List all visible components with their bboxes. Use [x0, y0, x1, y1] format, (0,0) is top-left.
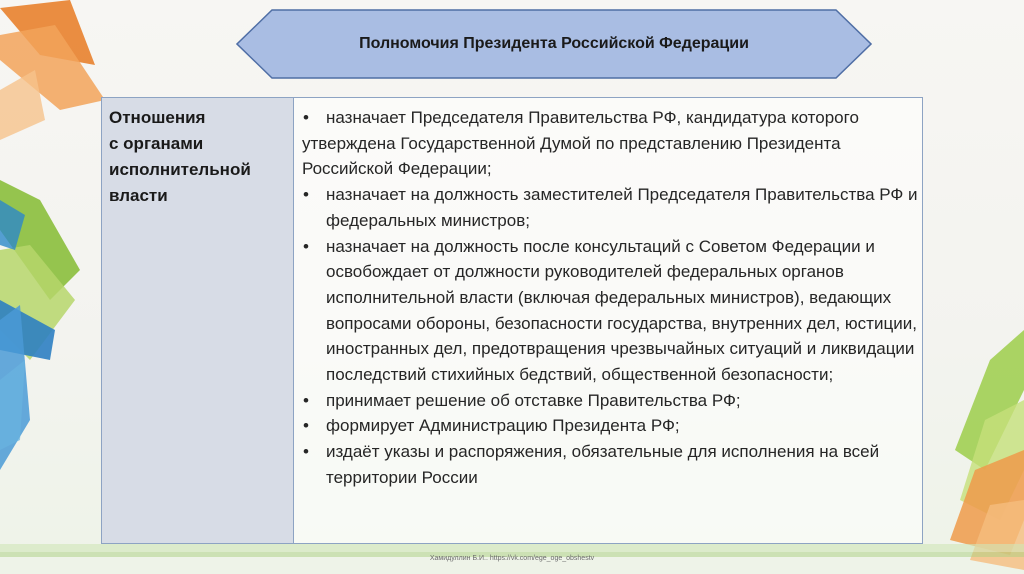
list-item — [294, 413, 918, 439]
list-item — [294, 439, 918, 490]
list-item-text: назначает на должность заместителей Председателя Правительства РФ и федеральных министров; — [326, 185, 918, 230]
list-item-text: издаёт указы и распоряжения, обязательные для исполнения на всей территории России — [326, 442, 880, 487]
powers-list — [294, 105, 918, 491]
list-item — [294, 105, 918, 182]
footer-credit: Хамидуллин Б.И.. https://vk.com/ege_oge_obshestv — [429, 555, 595, 562]
bullet-icon: • — [303, 442, 309, 462]
page-title: Полномочия Президента Российской Федерации — [359, 35, 749, 52]
list-item — [294, 182, 918, 233]
bullet-icon: • — [303, 108, 309, 127]
list-item — [294, 234, 918, 388]
list-item-text: формирует Администрацию Президента РФ; — [326, 416, 680, 436]
bullet-icon: • — [303, 390, 309, 410]
row-header-label: Отношения с органами исполнительной власти — [109, 108, 251, 205]
table-row-content — [294, 98, 922, 550]
list-item — [294, 388, 918, 414]
bullet-icon: • — [303, 185, 309, 205]
list-item-text: назначает Председателя Правительства РФ, кандидатура которого утверждена Государственной Думой по представлению Президента Российской Федерации; — [302, 108, 859, 179]
table-row-header — [102, 98, 294, 543]
list-item-text: принимает решение об отставке Правительства РФ; — [326, 390, 741, 410]
powers-table — [101, 97, 923, 544]
bullet-icon: • — [303, 416, 309, 436]
list-item-text: назначает на должность после консультаций с Советом Федерации и освобождает от должности руководителей федеральных органов исполнительной власти (включая федеральных министров), ведающих вопросами обороны, безопасности государства, внутренних дел, юстиции, иностранных дел, предотвращения чрезвычайных ситуаций и ликвидации последствий стихийных бедствий, общественной безопасности; — [326, 236, 917, 385]
bullet-icon: • — [303, 236, 309, 256]
